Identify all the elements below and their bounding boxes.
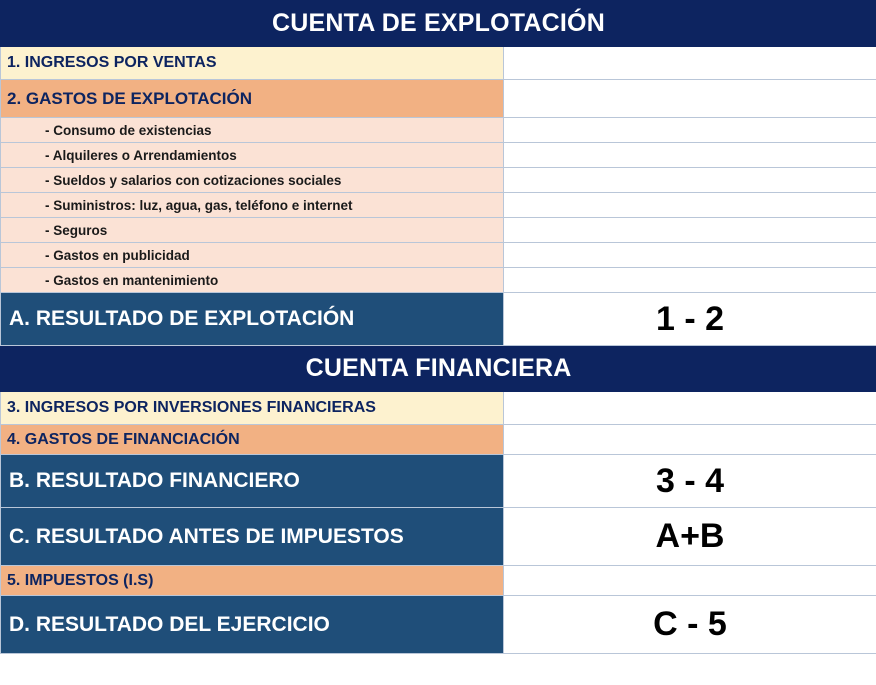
row-value-consumo-existencias[interactable] [504,118,876,143]
section-header-financiera: CUENTA FINANCIERA [1,346,876,392]
row-label-suministros: - Suministros: luz, agua, gas, teléfono e internet [1,193,504,218]
row-value-publicidad[interactable] [504,243,876,268]
table-row [1,566,876,596]
table-row [1,243,876,268]
row-value-resultado-antes-impuestos[interactable]: A+B [504,508,876,566]
table-row [1,268,876,293]
table-row [1,508,876,566]
row-label-consumo-existencias: - Consumo de existencias [1,118,504,143]
table-row [1,455,876,508]
table-row [1,193,876,218]
table-row [1,346,876,392]
section-header-explotacion: CUENTA DE EXPLOTACIÓN [1,1,876,47]
row-label-gastos-financiacion: 4. GASTOS DE FINANCIACIÓN [1,425,504,455]
table-row [1,425,876,455]
table-row [1,118,876,143]
table-row [1,392,876,425]
row-value-suministros[interactable] [504,193,876,218]
table-row [1,143,876,168]
row-label-resultado-ejercicio: D. RESULTADO DEL EJERCICIO [1,596,504,654]
row-label-ingresos-ventas: 1. INGRESOS POR VENTAS [1,47,504,80]
row-value-mantenimiento[interactable] [504,268,876,293]
table-row [1,596,876,654]
row-label-ingresos-financieros: 3. INGRESOS POR INVERSIONES FINANCIERAS [1,392,504,425]
table-row [1,293,876,346]
table-row [1,80,876,118]
table-row [1,1,876,47]
row-value-resultado-explotacion[interactable]: 1 - 2 [504,293,876,346]
row-value-gastos-financiacion[interactable] [504,425,876,455]
row-label-resultado-financiero: B. RESULTADO FINANCIERO [1,455,504,508]
table-row [1,218,876,243]
row-value-seguros[interactable] [504,218,876,243]
row-label-seguros: - Seguros [1,218,504,243]
row-label-sueldos-salarios: - Sueldos y salarios con cotizaciones sociales [1,168,504,193]
row-value-ingresos-ventas[interactable] [504,47,876,80]
row-label-alquileres: - Alquileres o Arrendamientos [1,143,504,168]
row-label-mantenimiento: - Gastos en mantenimiento [1,268,504,293]
row-label-impuestos: 5. IMPUESTOS (I.S) [1,566,504,596]
row-label-gastos-explotacion: 2. GASTOS DE EXPLOTACIÓN [1,80,504,118]
row-label-resultado-explotacion: A. RESULTADO DE EXPLOTACIÓN [1,293,504,346]
row-value-alquileres[interactable] [504,143,876,168]
row-value-impuestos[interactable] [504,566,876,596]
row-value-gastos-explotacion[interactable] [504,80,876,118]
row-value-sueldos-salarios[interactable] [504,168,876,193]
row-label-publicidad: - Gastos en publicidad [1,243,504,268]
table-row [1,168,876,193]
row-value-ingresos-financieros[interactable] [504,392,876,425]
row-label-resultado-antes-impuestos: C. RESULTADO ANTES DE IMPUESTOS [1,508,504,566]
table-row [1,47,876,80]
row-value-resultado-ejercicio[interactable]: C - 5 [504,596,876,654]
row-value-resultado-financiero[interactable]: 3 - 4 [504,455,876,508]
